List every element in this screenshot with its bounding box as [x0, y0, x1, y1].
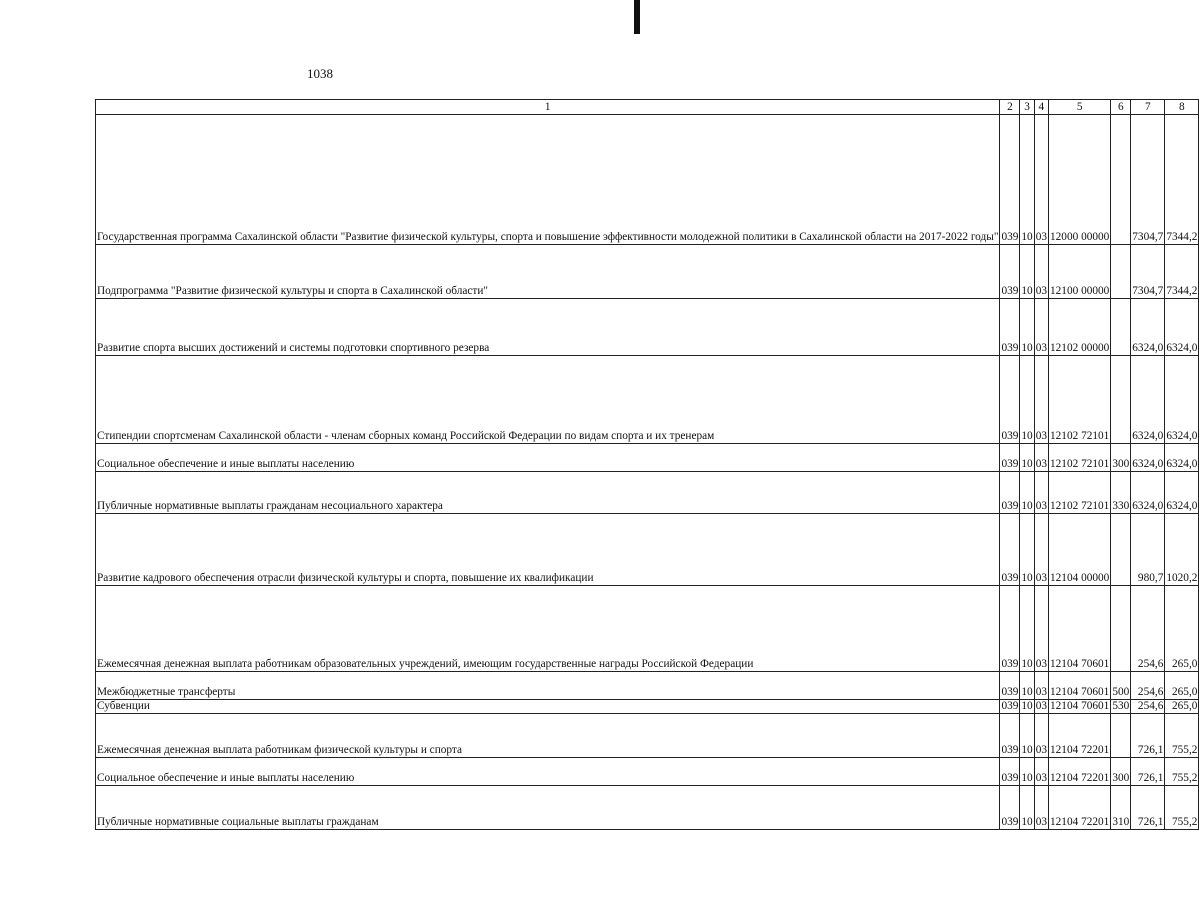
- section-code: 10: [1020, 444, 1034, 472]
- ministry-code: 039: [1000, 356, 1020, 444]
- amount-year-1: 254,6: [1131, 700, 1165, 714]
- target-code: 12104 70601: [1049, 586, 1111, 672]
- subsection-code: 03: [1034, 786, 1048, 830]
- ministry-code: 039: [1001, 700, 1019, 712]
- row-name: Государственная программа Сахалинской области "Развитие физической культуры, спорта и повышение эффективности молодежной политики в Сахалинской области на 2017-2022 годы": [96, 115, 1000, 245]
- section-code: 10: [1020, 299, 1034, 356]
- page-number: 1038: [307, 66, 333, 81]
- target-code: 12102 72101: [1049, 472, 1111, 514]
- target-code: 12104 00000: [1049, 514, 1111, 586]
- header-row: [96, 100, 1199, 115]
- section-code: 10: [1020, 758, 1034, 786]
- target-code: 12104 72201: [1049, 786, 1111, 830]
- subsection-code: 03: [1034, 245, 1048, 299]
- subsection-code: 03: [1035, 700, 1047, 712]
- expense-type-code: 330: [1111, 472, 1131, 514]
- amount-year-2: 6324,0: [1165, 356, 1199, 444]
- column-header-4: 4: [1034, 100, 1048, 115]
- amount-year-2: 265,0: [1165, 586, 1199, 672]
- table-row: [96, 472, 1199, 514]
- subsection-code: 03: [1034, 586, 1048, 672]
- expense-type-code: [1111, 245, 1131, 299]
- expense-type-code: 300: [1111, 444, 1131, 472]
- amount-year-1: 7304,7: [1131, 245, 1165, 299]
- subsection-code: 03: [1034, 672, 1048, 700]
- amount-year-1: 726,1: [1131, 758, 1165, 786]
- amount-year-2: 7344,2: [1165, 245, 1199, 299]
- column-header-7: 7: [1131, 100, 1165, 115]
- ministry-code: 039: [1000, 245, 1020, 299]
- ministry-code: 039: [1000, 758, 1020, 786]
- target-code: 12102 00000: [1049, 299, 1111, 356]
- table-row: [96, 700, 1199, 714]
- amount-year-2: 265,0: [1165, 700, 1199, 714]
- row-name: Публичные нормативные социальные выплаты гражданам: [96, 786, 1000, 830]
- expense-type-code: [1111, 115, 1131, 245]
- row-name: Социальное обеспечение и иные выплаты населению: [96, 444, 1000, 472]
- amount-year-2: 1020,2: [1165, 514, 1199, 586]
- column-header-1: 1: [96, 100, 1000, 115]
- table-row: [96, 245, 1199, 299]
- row-name: Развитие кадрового обеспечения отрасли физической культуры и спорта, повышение их квалификации: [96, 514, 1000, 586]
- amount-year-1: 980,7: [1131, 514, 1165, 586]
- section-code: 10: [1020, 786, 1034, 830]
- subsection-code: 03: [1034, 299, 1048, 356]
- target-code: 12102 72101: [1049, 356, 1111, 444]
- amount-year-1: 7304,7: [1131, 115, 1165, 245]
- expense-type-code: [1111, 714, 1131, 758]
- amount-year-2: 265,0: [1165, 672, 1199, 700]
- amount-year-1: 254,6: [1131, 672, 1165, 700]
- amount-year-2: 7344,2: [1165, 115, 1199, 245]
- column-header-6: 6: [1111, 100, 1131, 115]
- row-name: Подпрограмма "Развитие физической культуры и спорта в Сахалинской области": [96, 245, 1000, 299]
- target-code: 12104 72201: [1049, 714, 1111, 758]
- ministry-code: 039: [1000, 786, 1020, 830]
- table-row: [96, 444, 1199, 472]
- table-row: [96, 672, 1199, 700]
- expense-type-code: 310: [1111, 786, 1131, 830]
- expense-type-code: [1111, 356, 1131, 444]
- subsection-code: 03: [1034, 714, 1048, 758]
- expense-type-code: 300: [1111, 758, 1131, 786]
- amount-year-2: 755,2: [1165, 714, 1199, 758]
- expense-type-code: [1111, 514, 1131, 586]
- table-row: [96, 356, 1199, 444]
- section-code: 10: [1020, 672, 1034, 700]
- ministry-code: 039: [1000, 444, 1020, 472]
- section-code: 10: [1020, 245, 1034, 299]
- table-row: [96, 786, 1199, 830]
- expense-type-code: 530: [1112, 700, 1130, 712]
- ministry-code: 039: [1000, 714, 1020, 758]
- table-body: [96, 115, 1199, 830]
- amount-year-1: 6324,0: [1131, 472, 1165, 514]
- table-row: [96, 714, 1199, 758]
- ministry-code: 039: [1000, 472, 1020, 514]
- subsection-code: 03: [1034, 444, 1048, 472]
- amount-year-2: 6324,0: [1165, 299, 1199, 356]
- ministry-code: 039: [1000, 586, 1020, 672]
- ministry-code: 039: [1000, 672, 1020, 700]
- row-name: Развитие спорта высших достижений и системы подготовки спортивного резерва: [96, 299, 1000, 356]
- section-code: 10: [1020, 115, 1034, 245]
- section-code: 10: [1021, 700, 1033, 712]
- amount-year-1: 6324,0: [1131, 299, 1165, 356]
- row-name: Публичные нормативные выплаты гражданам несоциального характера: [96, 472, 1000, 514]
- row-name: Субвенции: [96, 700, 1000, 714]
- table-row: [96, 299, 1199, 356]
- table-row: [96, 758, 1199, 786]
- subsection-code: 03: [1034, 514, 1048, 586]
- expense-type-code: [1111, 586, 1131, 672]
- amount-year-1: 6324,0: [1131, 444, 1165, 472]
- row-name: Межбюджетные трансферты: [96, 672, 1000, 700]
- amount-year-1: 726,1: [1131, 714, 1165, 758]
- amount-year-1: 254,6: [1131, 586, 1165, 672]
- section-code: 10: [1020, 356, 1034, 444]
- subsection-code: 03: [1034, 115, 1048, 245]
- column-header-8: 8: [1165, 100, 1199, 115]
- target-code: 12102 72101: [1049, 444, 1111, 472]
- table-row: [96, 514, 1199, 586]
- row-name: Ежемесячная денежная выплата работникам физической культуры и спорта: [96, 714, 1000, 758]
- table-header: [96, 100, 1199, 115]
- subsection-code: 03: [1034, 472, 1048, 514]
- section-code: 10: [1020, 472, 1034, 514]
- ministry-code: 039: [1000, 514, 1020, 586]
- budget-table: [95, 99, 1199, 830]
- column-header-2: 2: [1000, 100, 1020, 115]
- section-code: 10: [1020, 586, 1034, 672]
- row-name: Ежемесячная денежная выплата работникам образовательных учреждений, имеющим государственные награды Российской Федерации: [96, 586, 1000, 672]
- subsection-code: 03: [1034, 356, 1048, 444]
- table-row: [96, 115, 1199, 245]
- section-code: 10: [1020, 514, 1034, 586]
- target-code: 12000 00000: [1049, 115, 1111, 245]
- row-name: Стипендии спортсменам Сахалинской области - членам сборных команд Российской Федерации по видам спорта и их тренерам: [96, 356, 1000, 444]
- column-header-5: 5: [1049, 100, 1111, 115]
- ministry-code: 039: [1000, 299, 1020, 356]
- target-code: 12104 70601: [1049, 672, 1111, 700]
- expense-type-code: [1111, 299, 1131, 356]
- target-code: 12104 72201: [1049, 758, 1111, 786]
- amount-year-2: 755,2: [1165, 758, 1199, 786]
- ministry-code: 039: [1000, 115, 1020, 245]
- amount-year-2: 6324,0: [1165, 444, 1199, 472]
- column-header-3: 3: [1020, 100, 1034, 115]
- target-code: 12100 00000: [1049, 245, 1111, 299]
- section-code: 10: [1020, 714, 1034, 758]
- table-row: [96, 586, 1199, 672]
- amount-year-2: 6324,0: [1165, 472, 1199, 514]
- subsection-code: 03: [1034, 758, 1048, 786]
- expense-type-code: 500: [1111, 672, 1131, 700]
- target-code: 12104 70601: [1050, 700, 1110, 712]
- amount-year-1: 6324,0: [1131, 356, 1165, 444]
- amount-year-1: 726,1: [1131, 786, 1165, 830]
- row-name: Социальное обеспечение и иные выплаты населению: [96, 758, 1000, 786]
- page-edge-mark: [634, 0, 640, 34]
- amount-year-2: 755,2: [1165, 786, 1199, 830]
